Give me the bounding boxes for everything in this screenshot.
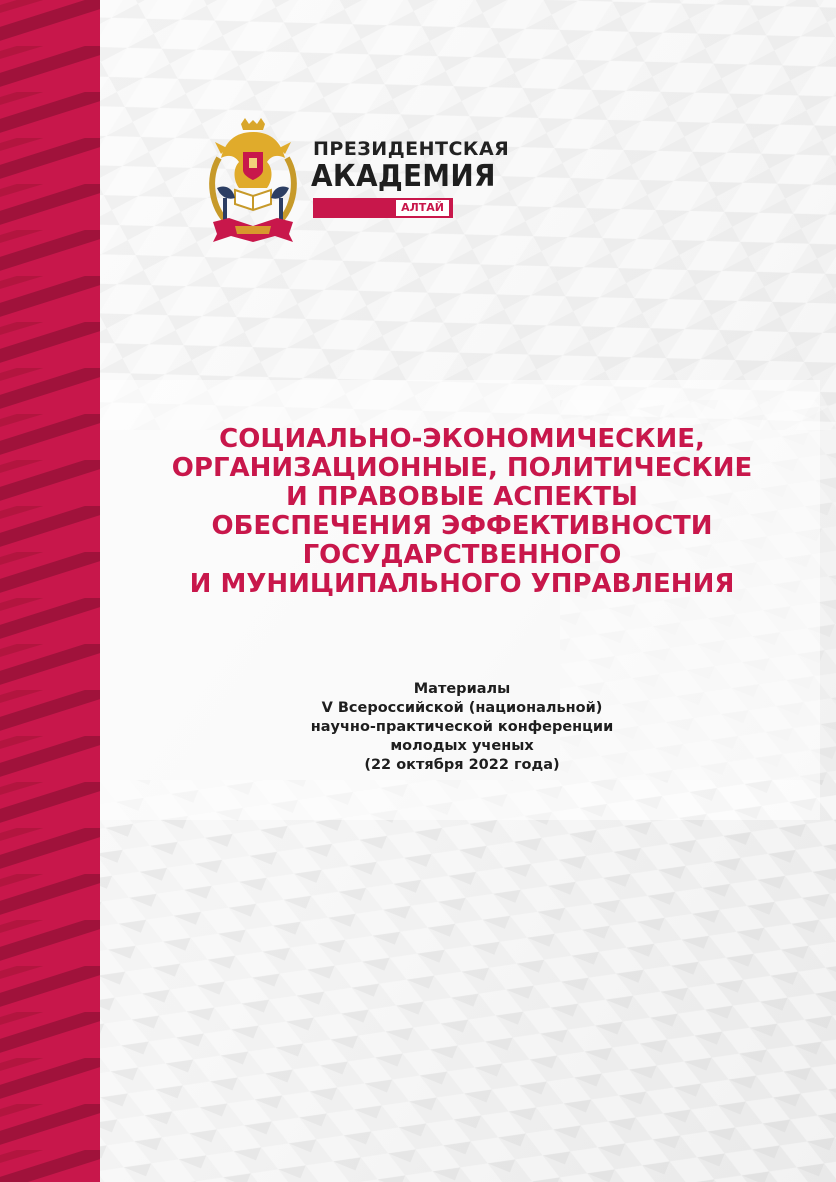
title-line: ОРГАНИЗАЦИОННЫЕ, ПОЛИТИЧЕСКИЕ	[171, 453, 753, 483]
logo-text-line2: АКАДЕМИЯ	[311, 159, 496, 194]
subtitle-line: научно-практической конференции	[310, 719, 614, 735]
academy-logo	[205, 118, 510, 248]
subtitle-line: Материалы	[413, 681, 511, 697]
title-line: ГОСУДАРСТВЕННОГО	[302, 540, 622, 570]
logo-text-line1: ПРЕЗИДЕНТСКАЯ	[313, 138, 510, 160]
left-accent-band	[0, 0, 100, 1182]
subtitle-line: молодых ученых	[390, 738, 534, 754]
title-line: СОЦИАЛЬНО-ЭКОНОМИЧЕСКИЕ,	[219, 424, 705, 454]
logo-badge	[313, 198, 453, 218]
cover-subtitle	[110, 680, 814, 775]
title-line: ОБЕСПЕЧЕНИЯ ЭФФЕКТИВНОСТИ	[211, 511, 713, 541]
subtitle-line: (22 октября 2022 года)	[364, 757, 560, 773]
logo-badge-region: АЛТАЙ	[396, 200, 449, 216]
cover-title	[110, 425, 814, 599]
title-line: И ПРАВОВЫЕ АСПЕКТЫ	[286, 482, 638, 512]
double-headed-eagle-emblem-icon	[205, 118, 301, 246]
title-line: И МУНИЦИПАЛЬНОГО УПРАВЛЕНИЯ	[189, 569, 735, 599]
subtitle-line: V Всероссийской (национальной)	[321, 700, 603, 716]
